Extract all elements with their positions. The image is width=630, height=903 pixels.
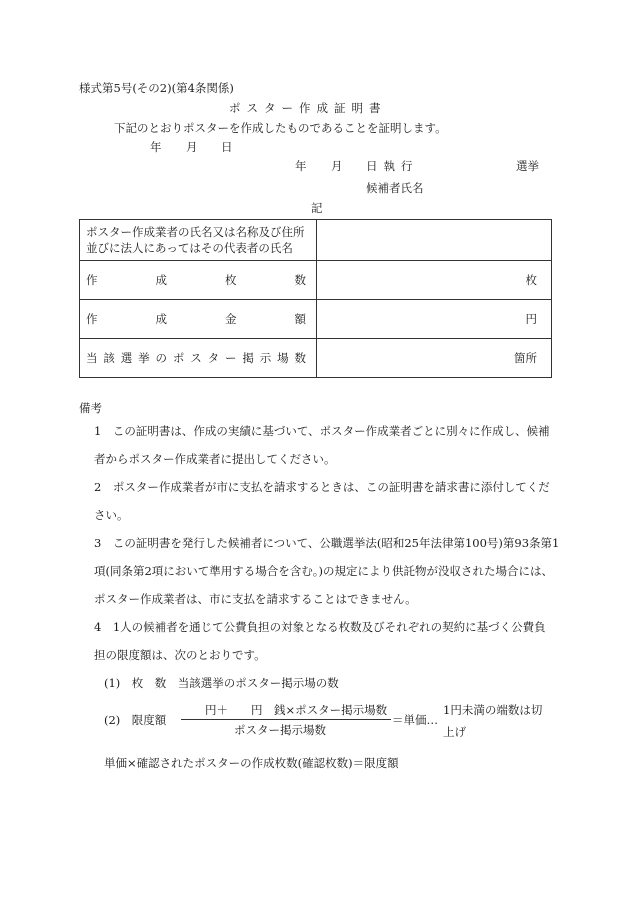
item-1-count: (1) 枚 数 当該選挙のポスター掲示場の数 (104, 676, 339, 690)
intro-text: 下記のとおりポスターを作成したものであることを証明します。 (114, 121, 447, 135)
label-char: 作 (86, 273, 98, 287)
note-line: 4 1人の候補者を通じて公費負担の対象となる枚数及びそれぞれの契約に基づく公費負 (94, 620, 546, 634)
sites-label-cell (80, 339, 317, 378)
fraction-bar (181, 719, 391, 720)
formula-numerator: 円＋ 円 銭×ポスター掲示場数 (205, 703, 388, 717)
amount-label-cell (80, 300, 317, 339)
label-char: 枚 (225, 273, 237, 287)
unit-label: 円 (525, 312, 537, 326)
note-line: 項(同条第2項において準用する場合を含む。)の規定により供託物が没収された場合には、 (94, 564, 554, 578)
election-month-label: 月 (331, 159, 343, 173)
label-char: 示 (259, 351, 272, 365)
note-line: 者からポスター作成業者に提出してください。 (94, 452, 336, 466)
table-row (80, 261, 552, 300)
amount-value-cell[interactable] (317, 300, 552, 339)
note-line: 2 ポスター作成業者が市に支払を請求するときは、この証明書を請求書に添付してくだ (94, 480, 550, 494)
label-char: 挙 (138, 351, 150, 365)
month-label: 月 (186, 140, 198, 154)
label-char: 当 (86, 351, 98, 365)
label-char: ス (190, 351, 202, 365)
label-char: 該 (103, 351, 115, 365)
label-char: 数 (294, 273, 306, 287)
count-label-cell (80, 261, 317, 300)
label-char: ポ (172, 351, 185, 365)
ki-heading: 記 (311, 201, 323, 215)
label-char: 選 (120, 351, 133, 365)
note-line: 担の限度額は、次のとおりです。 (94, 648, 266, 662)
candidate-name-label: 候補者氏名 (366, 181, 424, 195)
table-row (80, 220, 552, 261)
label-char: 場 (277, 351, 289, 365)
note-line: ポスター作成業者は、市に支払を請求することはできません。 (94, 592, 417, 606)
label-char: 掲 (242, 351, 254, 365)
rounding-note-line: 1円未満の端数は切 (443, 703, 543, 717)
label-char: 額 (294, 312, 306, 326)
table-row (80, 339, 552, 378)
final-formula: 単価×確認されたポスターの作成枚数(確認枚数)＝限度額 (104, 756, 399, 770)
contractor-value-cell[interactable] (317, 220, 552, 261)
label-char: タ (207, 351, 220, 365)
formula-equals: ＝単価… (392, 713, 438, 727)
election-label: 選挙 (516, 159, 539, 173)
note-line: さい。 (94, 508, 129, 522)
label-char: 作 (86, 312, 98, 326)
label-char: 成 (155, 273, 167, 287)
form-number: 様式第5号(その2)(第4条関係) (79, 81, 234, 95)
notes-heading: 備考 (79, 401, 102, 415)
day-label: 日 (221, 140, 233, 154)
label-char: の (155, 351, 167, 365)
contractor-label-line: 並びに法人にあってはその代表者の氏名 (86, 241, 293, 255)
contractor-label-cell (80, 220, 317, 261)
table-row (80, 300, 552, 339)
note-line: 3 この証明書を発行した候補者について、公職選挙法(昭和25年法律第100号)第93条第1 (94, 536, 560, 550)
election-year-label: 年 (295, 159, 307, 173)
contractor-label-line: ポスター作成業者の氏名又は名称及び住所 (86, 225, 305, 239)
unit-label: 箇所 (514, 351, 537, 365)
label-char: ー (225, 351, 237, 365)
rounding-note-line: 上げ (443, 725, 466, 739)
item-2-label: (2) 限度額 (104, 713, 167, 727)
page-title: ポスター作成証明書 (229, 101, 387, 115)
note-line: 1 この証明書は、作成の実績に基づいて、ポスター作成業者ごとに別々に作成し、候補 (94, 424, 550, 438)
label-char: 金 (225, 312, 237, 326)
sites-value-cell[interactable] (317, 339, 552, 378)
formula-denominator: ポスター掲示場数 (234, 723, 326, 737)
election-day-label: 日執行 (366, 159, 419, 173)
certificate-table (79, 219, 552, 378)
unit-label: 枚 (525, 273, 537, 287)
count-value-cell[interactable] (317, 261, 552, 300)
label-char: 成 (155, 312, 167, 326)
year-label: 年 (150, 140, 162, 154)
label-char: 数 (294, 351, 306, 365)
